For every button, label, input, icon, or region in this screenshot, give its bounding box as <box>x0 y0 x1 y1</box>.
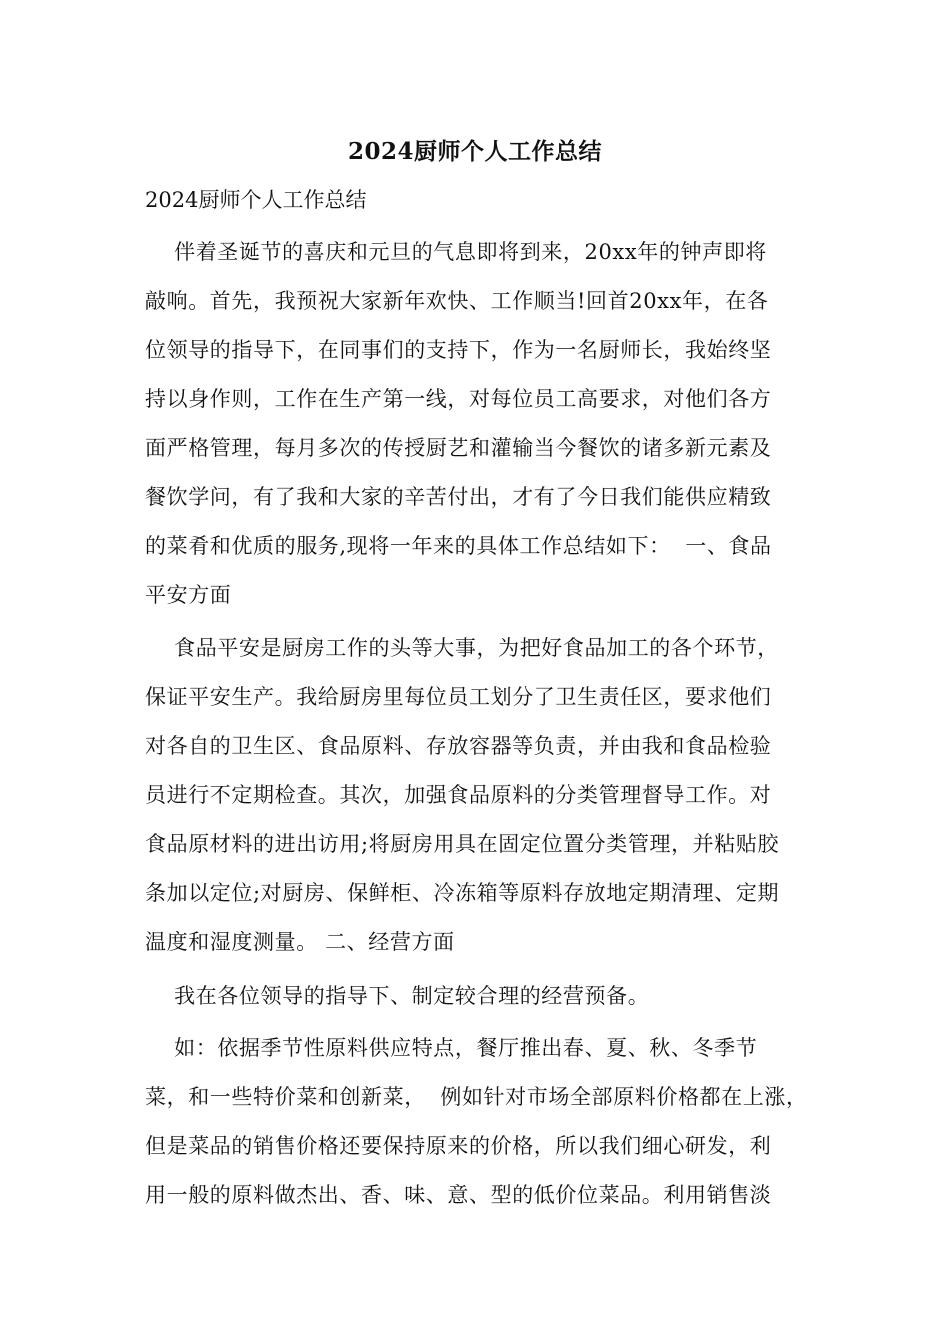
body-line: 伴着圣诞节的喜庆和元旦的气息即将到来，20xx年的钟声即将 <box>145 240 767 264</box>
body-line: 保证平安生产。我给厨房里每位员工划分了卫生责任区，要求他们 <box>145 685 772 709</box>
body-line: 我在各位领导的指导下、制定较合理的经营预备。 <box>145 984 650 1008</box>
body-line: 条加以定位;对厨房、保鲜柜、冷冻箱等原料存放地定期清理、定期 <box>145 881 780 905</box>
body-line: 如：依据季节性原料供应特点，餐厅推出春、夏、秋、冬季节 <box>145 1036 758 1060</box>
body-line: 持以身作则，工作在生产第一线，对每位员工高要求，对他们各方 <box>145 387 772 411</box>
body-line: 但是菜品的销售价格还要保持原来的价格，所以我们细心研发，利 <box>145 1134 772 1158</box>
document-subtitle: 2024厨师个人工作总结 <box>145 188 367 212</box>
body-line: 用一般的原料做杰出、香、味、意、型的低价位菜品。利用销售淡 <box>145 1183 772 1207</box>
body-line: 的菜肴和优质的服务,现将一年来的具体工作总结如下： 一、食品 <box>145 534 772 558</box>
body-line: 温度和湿度测量。 二、经营方面 <box>145 930 455 954</box>
body-line: 菜，和一些特价菜和创新菜， 例如针对市场全部原料价格都在上涨， <box>145 1085 808 1109</box>
body-line: 位领导的指导下，在同事们的支持下，作为一名厨师长，我始终坚 <box>145 338 772 362</box>
body-line: 餐饮学问，有了我和大家的辛苦付出，才有了今日我们能供应精致 <box>145 485 772 509</box>
body-line: 对各自的卫生区、食品原料、存放容器等负责，并由我和食品检验 <box>145 734 772 758</box>
body-line: 敲响。首先，我预祝大家新年欢快、工作顺当!回首20xx年，在各 <box>145 289 769 313</box>
body-line: 食品平安是厨房工作的头等大事，为把好食品加工的各个环节， <box>145 636 779 660</box>
body-line: 面严格管理，每月多次的传授厨艺和灌输当今餐饮的诸多新元素及 <box>145 436 772 460</box>
body-line: 员进行不定期检查。其次，加强食品原料的分类管理督导工作。对 <box>145 783 772 807</box>
body-line: 食品原材料的进出访用;将厨房用具在固定位置分类管理，并粘贴胶 <box>145 832 780 856</box>
document-title: 2024厨师个人工作总结 <box>347 138 602 165</box>
body-line: 平安方面 <box>145 583 232 607</box>
